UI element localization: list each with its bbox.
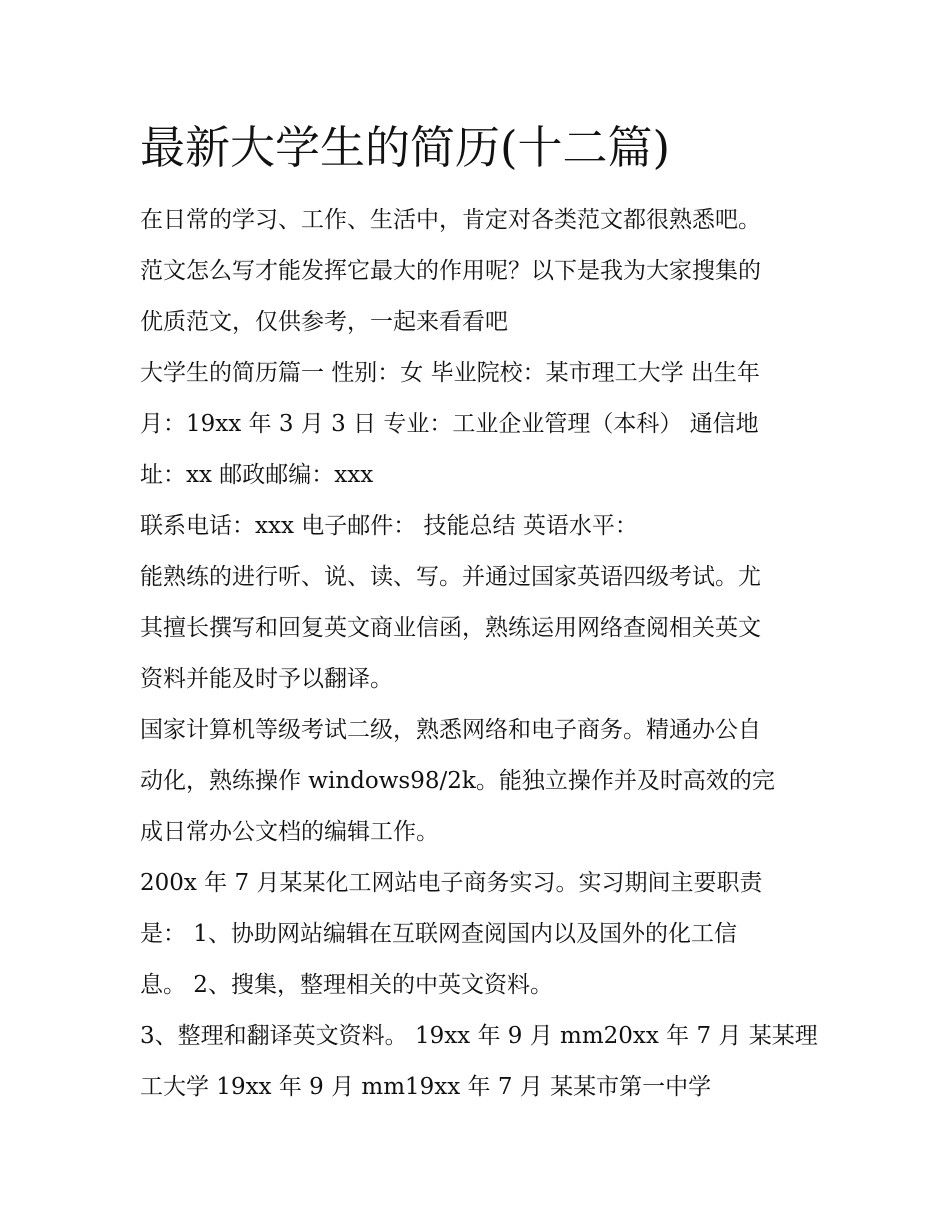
body-line: 其擅长撰写和回复英文商业信函，熟练运用网络查阅相关英文 — [140, 615, 761, 641]
body-line: 大学生的简历篇一 性别：女 毕业院校：某市理工大学 出生年 — [140, 360, 760, 386]
body-line: 月：19xx 年 3 月 3 日 专业：工业企业管理（本科） 通信地 — [140, 411, 759, 437]
body-line: 200x 年 7 月某某化工网站电子商务实习。实习期间主要职责 — [140, 870, 763, 896]
document-body — [140, 195, 818, 1113]
body-line: 工大学 19xx 年 9 月 mm19xx 年 7 月 某某市第一中学 — [140, 1074, 712, 1100]
body-line: 能熟练的进行听、说、读、写。并通过国家英语四级考试。尤 — [140, 564, 761, 590]
body-line: 成日常办公文档的编辑工作。 — [140, 819, 439, 845]
body-line: 优质范文，仅供参考，一起来看看吧 — [140, 309, 508, 335]
body-line: 息。 2、搜集，整理相关的中英文资料。 — [140, 972, 553, 998]
body-line: 范文怎么写才能发挥它最大的作用呢？以下是我为大家搜集的 — [140, 258, 761, 284]
body-line: 址：xx 邮政邮编：xxx — [140, 462, 374, 488]
body-line: 动化，熟练操作 windows98/2k。能独立操作并及时高效的完 — [140, 768, 775, 794]
body-line: 联系电话：xxx 电子邮件： 技能总结 英语水平： — [140, 513, 638, 539]
body-line: 国家计算机等级考试二级，熟悉网络和电子商务。精通办公自 — [140, 717, 761, 743]
body-line: 资料并能及时予以翻译。 — [140, 666, 393, 692]
body-line: 是： 1、协助网站编辑在互联网查阅国内以及国外的化工信 — [140, 921, 737, 947]
body-line: 在日常的学习、工作、生活中，肯定对各类范文都很熟悉吧。 — [140, 207, 761, 233]
body-line: 3、整理和翻译英文资料。 19xx 年 9 月 mm20xx 年 7 月 某某理 — [140, 1023, 818, 1049]
document-title: 最新大学生的简历(十二篇) — [140, 121, 671, 174]
